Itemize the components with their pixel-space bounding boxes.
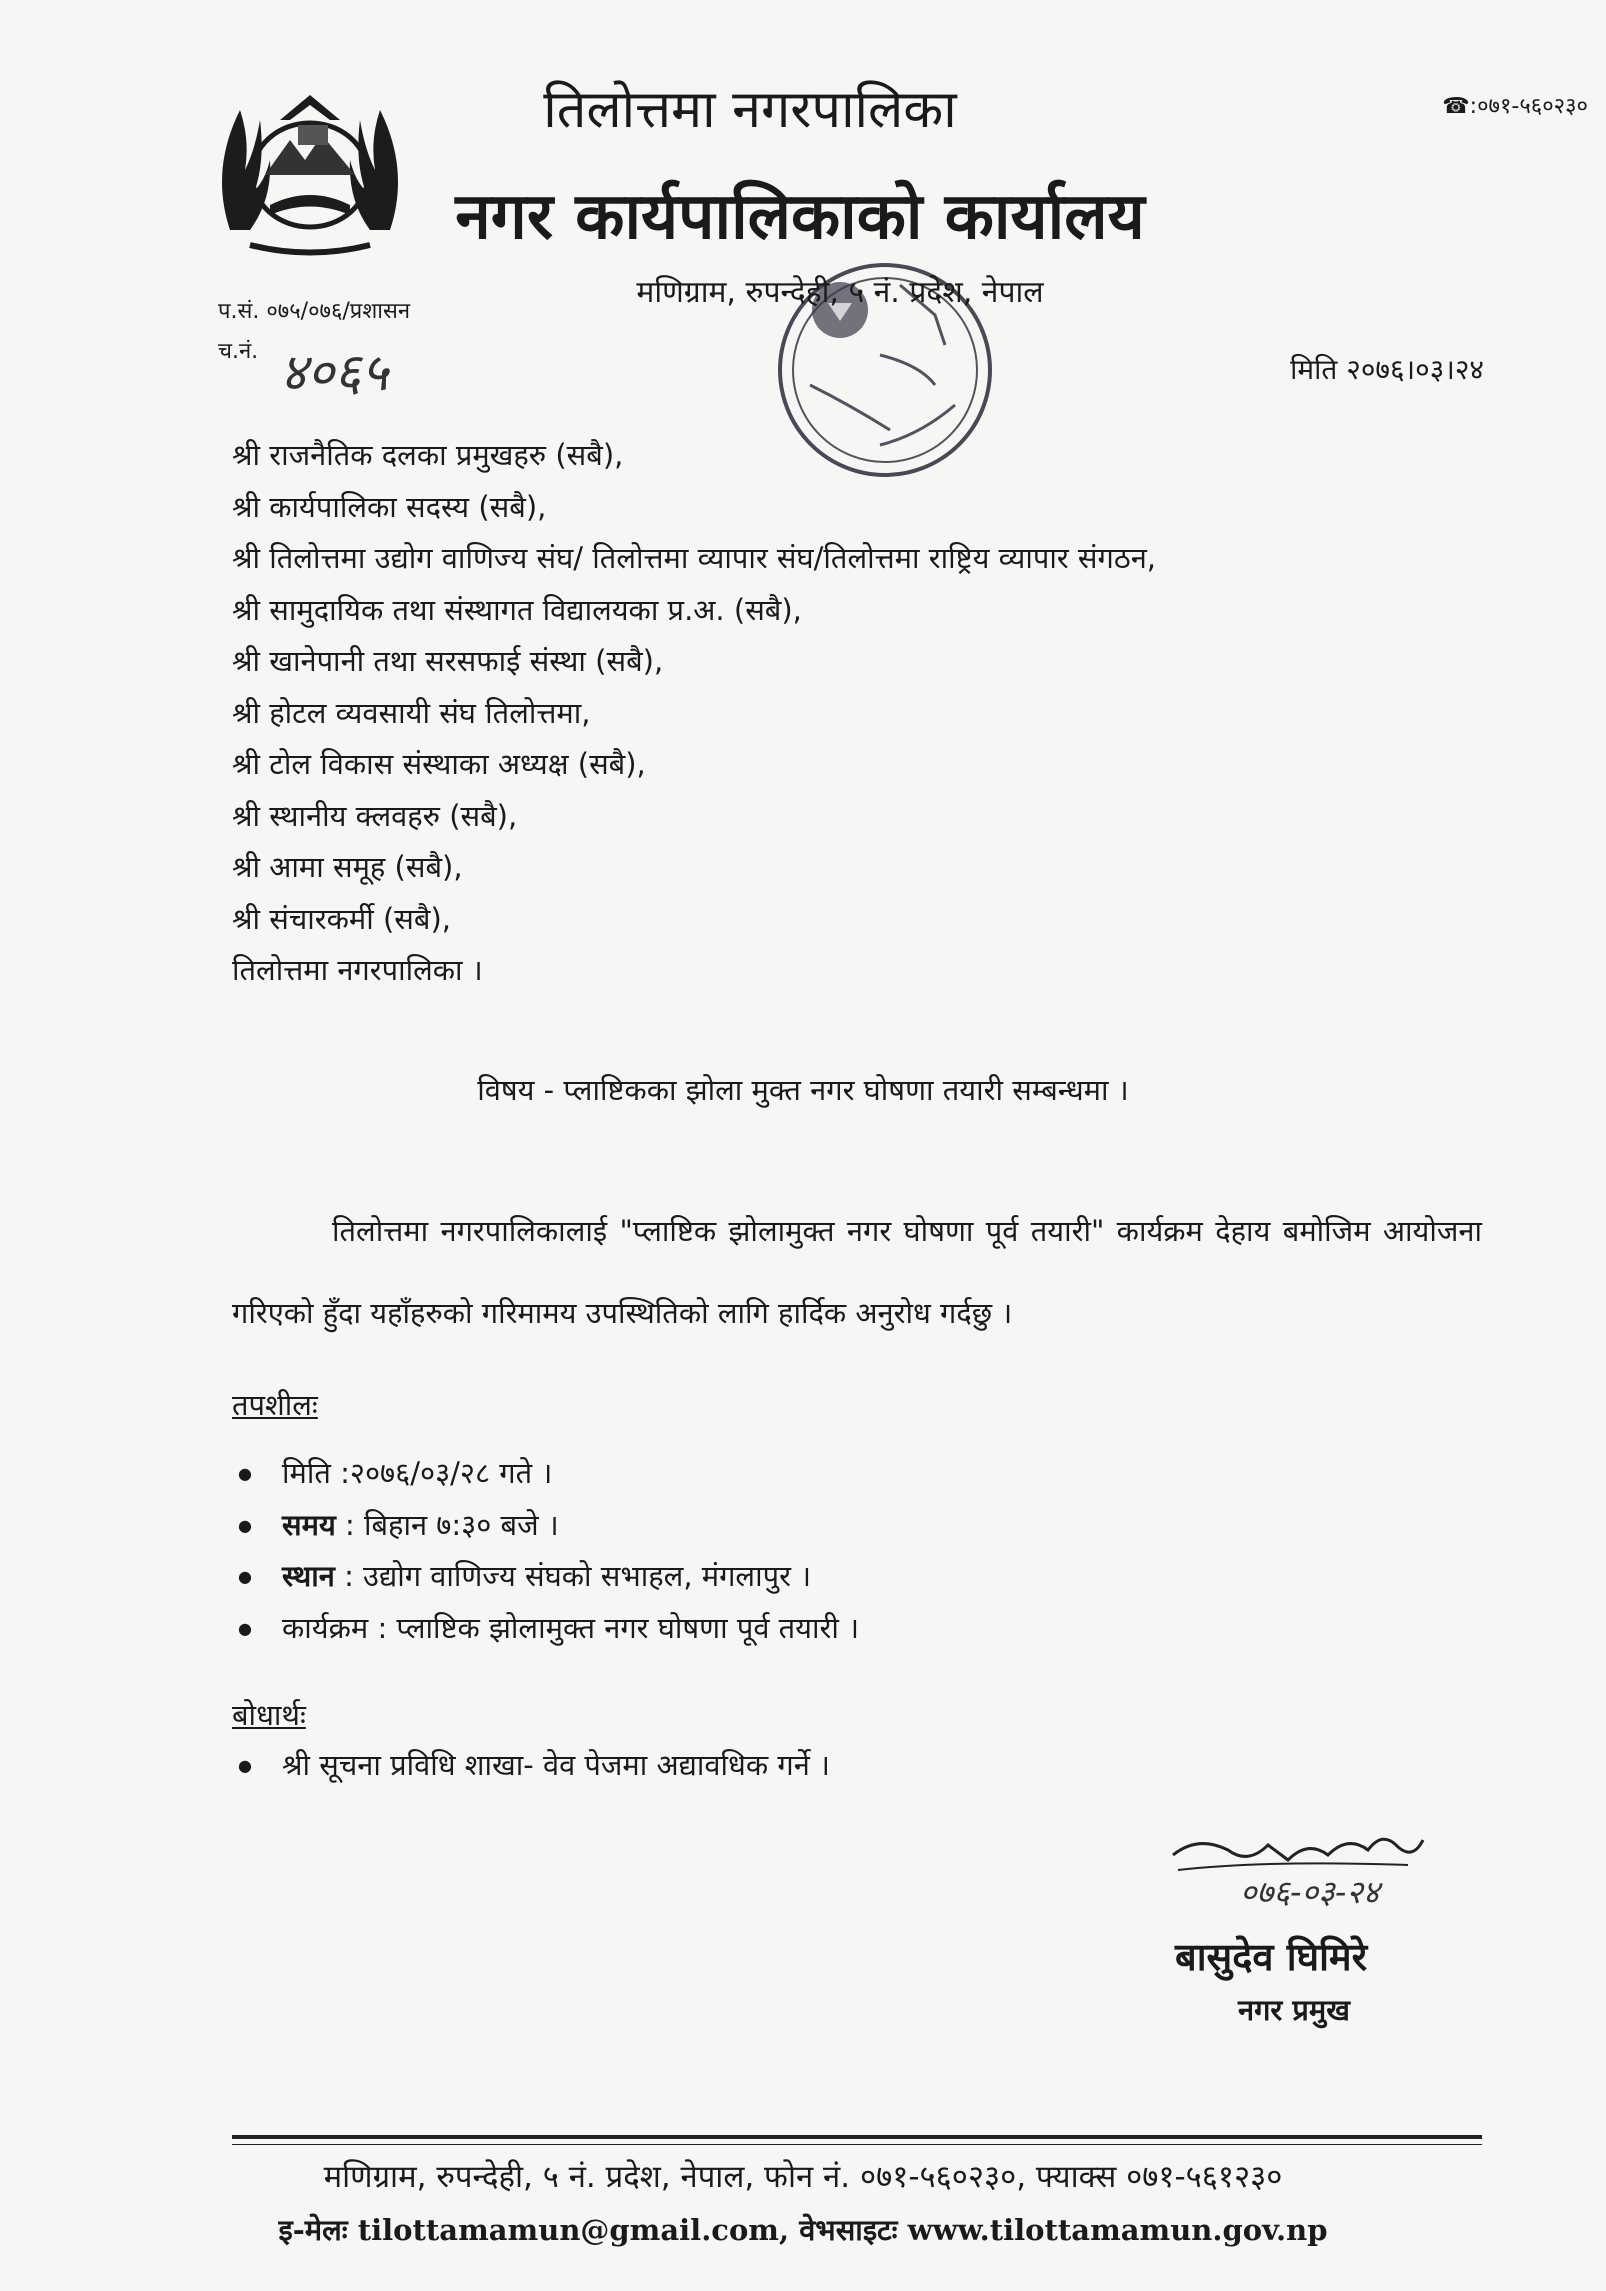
chalani-number: ४०६५ (280, 343, 389, 403)
chalani-label: च.नं. (218, 339, 259, 364)
recipient-line: श्री तिलोत्तमा उद्योग वाणिज्य संघ/ तिलोत्तमा व्यापार संघ/तिलोत्तमा राष्ट्रिय व्यापार संगठन, (232, 541, 1157, 575)
recipient-line: श्री स्थानीय क्लवहरु (सबै), (232, 798, 518, 833)
recipient-line: श्री खानेपानी तथा सरसफाई संस्था (सबै), (232, 644, 664, 678)
recipient-line: श्री राजनैतिक दलका प्रमुखहरु (सबै), (232, 438, 624, 472)
signature-date: ०७६-०३-२४ (1240, 1873, 1380, 1911)
details-list (232, 1448, 859, 1654)
recipient-line: श्री टोल विकास संस्थाका अध्यक्ष (सबै), (232, 747, 646, 781)
detail-value: : उद्योग वाणिज्य संघको सभाहल, मंगलापुर । (344, 1559, 812, 1593)
detail-label: समय (282, 1507, 336, 1542)
details-heading: तपशीलः (232, 1388, 318, 1422)
footer-divider (232, 2135, 1482, 2145)
email-address[interactable]: tilottamamun@gmail.com (357, 2213, 779, 2247)
recipient-line: श्री सामुदायिक तथा संस्थागत विद्यालयका प्र.अ. (सबै), (232, 592, 802, 627)
detail-value: :२०७६/०३/२८ गते । (340, 1456, 553, 1490)
body-paragraph: तिलोत्तमा नगरपालिकालाई "प्लाष्टिक झोलामुक्त नगर घोषणा पूर्व तयारी" कार्यक्रम देहाय बमोजिम आयोजना गरिएको हुँदा यहाँहरुको गरिमामय उपस्थितिको लागि हार्दिक अनुरोध गर्दछु । (232, 1214, 1482, 1330)
list-item (232, 1448, 859, 1500)
recipient-line: श्री आमा समूह (सबै), (232, 850, 463, 884)
cc-list (232, 1740, 830, 1792)
detail-label: स्थान (282, 1559, 335, 1593)
list-item (232, 1603, 859, 1655)
list-item (232, 1551, 859, 1603)
letter-subject: विषय - प्लाष्टिकका झोला मुक्त नगर घोषणा तयारी सम्बन्धमा । (477, 1073, 1129, 1107)
municipality-name: तिलोत्तमा नगरपालिका (543, 80, 957, 140)
website-label: वेभसाइटः (799, 2213, 898, 2247)
recipient-line: श्री होटल व्यवसायी संघ तिलोत्तमा, (232, 695, 591, 730)
detail-label: मिति (282, 1456, 331, 1490)
reference-number: प.सं. ०७५/०७६/प्रशासन (218, 299, 411, 324)
detail-value: : प्लाष्टिक झोलामुक्त नगर घोषणा पूर्व तयारी । (377, 1610, 860, 1645)
detail-value: : बिहान ७:३० बजे । (345, 1507, 559, 1542)
email-label: इ-मेलः (278, 2213, 348, 2247)
list-item: ● श्री सूचना प्रविधि शाखा- वेव पेजमा अद्यावधिक गर्ने । (232, 1740, 830, 1792)
recipient-list (232, 430, 1156, 997)
footer-web: इ-मेलः tilottamamun@gmail.com, वेभसाइटः www.tilottamamun.gov.np (278, 2213, 1328, 2247)
website-link[interactable]: www.tilottamamun.gov.np (907, 2213, 1328, 2247)
office-address: मणिग्राम, रुपन्देही, ५ नं. प्रदेश, नेपाल (636, 275, 1044, 310)
recipient-line: श्री संचारकर्मी (सबै), (232, 901, 452, 936)
body-paragraph-wrap (232, 1190, 1482, 1354)
footer-contact: मणिग्राम, रुपन्देही, ५ नं. प्रदेश, नेपाल, फोन नं. ०७१-५६०२३०, फ्याक्स ०७१-५६१२३० (323, 2159, 1283, 2195)
office-title: नगर कार्यपालिकाको कार्यालय (455, 180, 1145, 254)
letter-date: मिति २०७६।०३।२४ (1290, 353, 1484, 386)
detail-label: कार्यक्रम (282, 1610, 369, 1645)
header-phone: ☎:०७१-५६०२३० (1442, 94, 1588, 119)
recipient-line: श्री कार्यपालिका सदस्य (सबै), (232, 489, 547, 524)
cc-heading: बोधार्थः (232, 1698, 306, 1732)
recipient-line: तिलोत्तमा नगरपालिका । (232, 953, 483, 987)
list-item (232, 1500, 859, 1552)
signatory-name: बासुदेव घिमिरे (1175, 1935, 1368, 1979)
signatory-title: नगर प्रमुख (1238, 1993, 1350, 2027)
